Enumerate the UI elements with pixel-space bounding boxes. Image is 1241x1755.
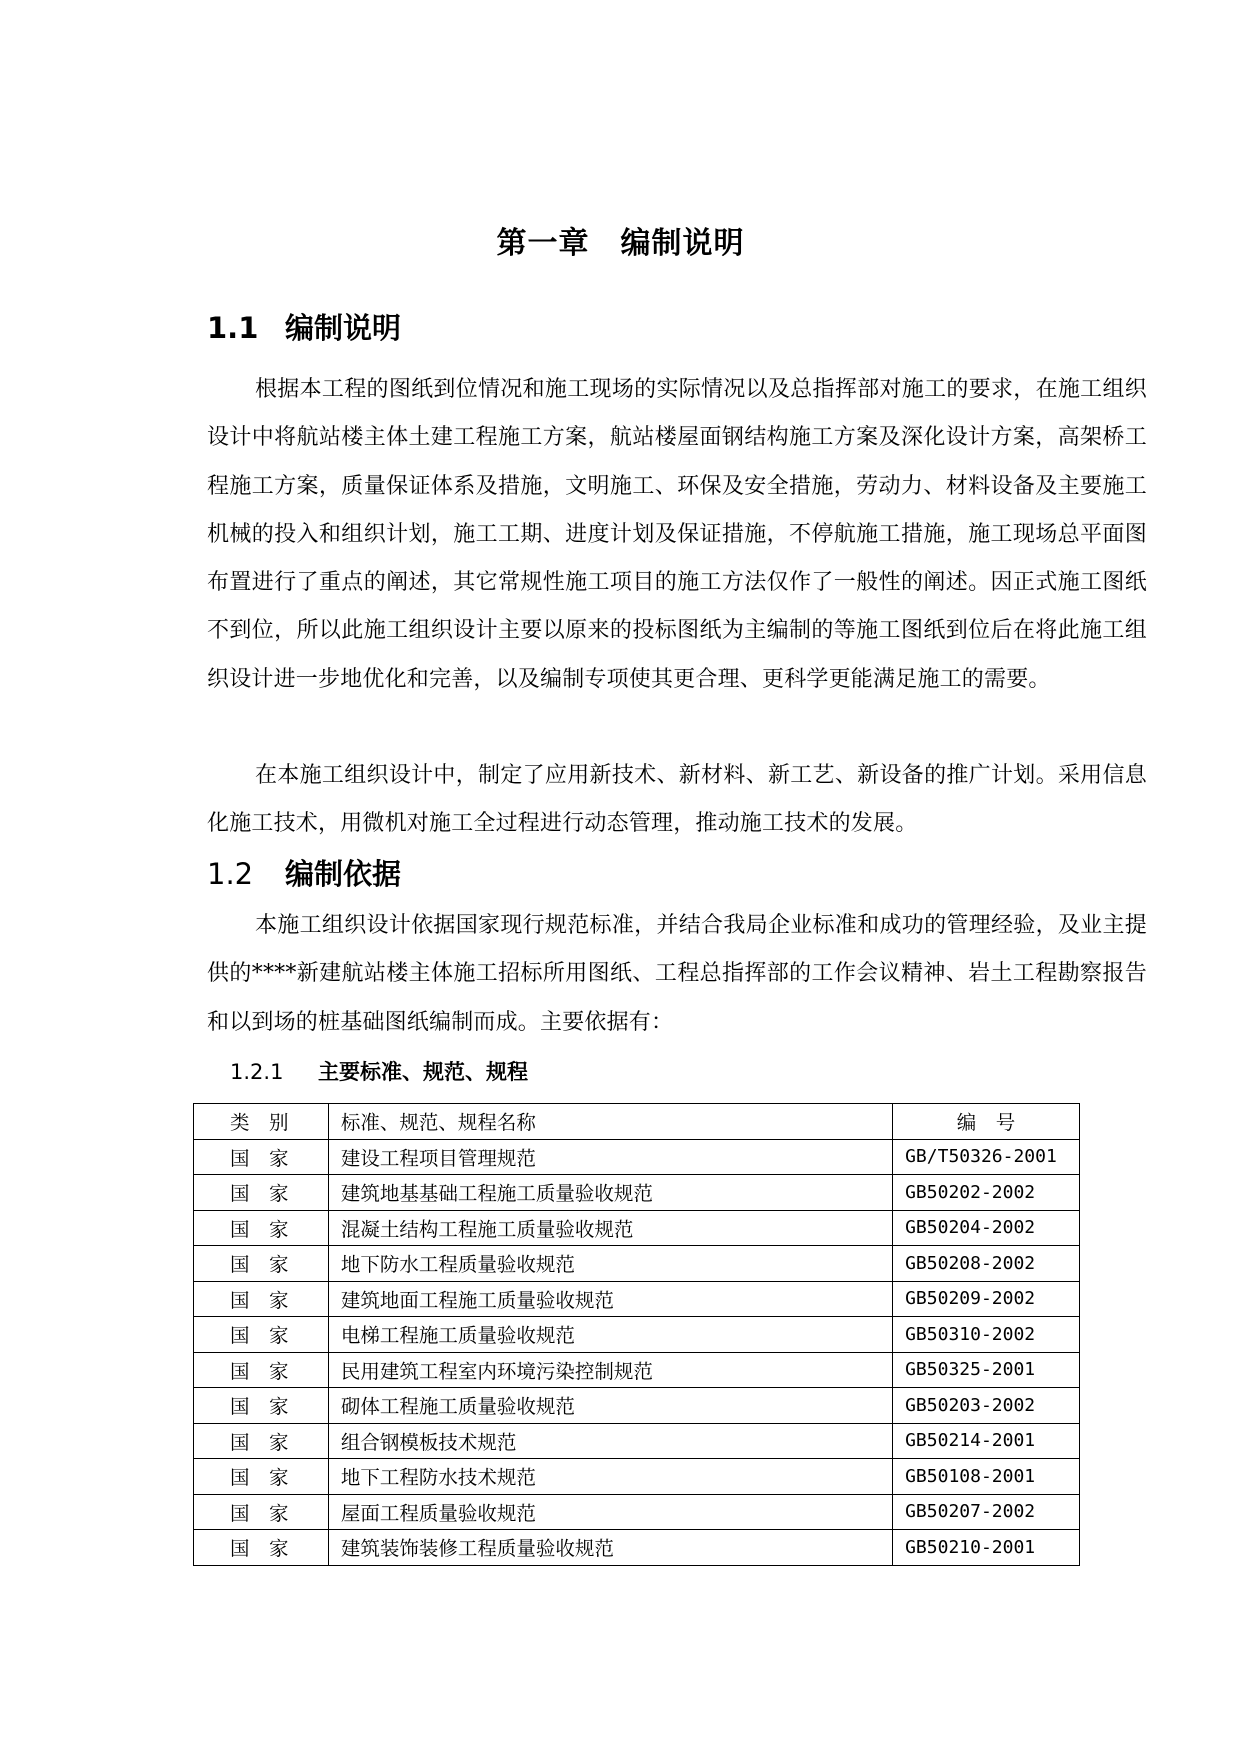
cell-code: GB50325-2001 [893, 1352, 1080, 1388]
cell-name: 砌体工程施工质量验收规范 [328, 1388, 892, 1424]
section-heading-1-2 [207, 852, 401, 893]
cell-code: GB50208-2002 [893, 1246, 1080, 1282]
cell-name: 建筑地面工程施工质量验收规范 [328, 1281, 892, 1317]
header-category: 类 别 [194, 1104, 329, 1140]
cell-code: GB50202-2002 [893, 1175, 1080, 1211]
cell-name: 建筑地基基础工程施工质量验收规范 [328, 1175, 892, 1211]
cell-category: 国 家 [194, 1246, 329, 1282]
table-row [194, 1459, 1080, 1495]
table-row [194, 1175, 1080, 1211]
section-number: 1.2 [207, 857, 254, 891]
cell-name: 建设工程项目管理规范 [328, 1139, 892, 1175]
cell-name: 电梯工程施工质量验收规范 [328, 1317, 892, 1353]
section-title: 编制说明 [285, 311, 402, 345]
table-header-row [194, 1104, 1080, 1140]
table-row [194, 1388, 1080, 1424]
table-row [194, 1423, 1080, 1459]
table-row [194, 1210, 1080, 1246]
cell-code: GB/T50326-2001 [893, 1139, 1080, 1175]
table-row [194, 1494, 1080, 1530]
cell-code: GB50203-2002 [893, 1388, 1080, 1424]
paragraph-1-2: 本施工组织设计依据国家现行规范标准，并结合我局企业标准和成功的管理经验，及业主提供的****新建航站楼主体施工招标所用图纸、工程总指挥部的工作会议精神、岩土工程勘察报告和以到场的桩基础图纸编制而成。主要依据有： [207, 913, 1147, 1035]
table-row [194, 1246, 1080, 1282]
table-row [194, 1139, 1080, 1175]
cell-name: 地下工程防水技术规范 [328, 1459, 892, 1495]
table-row [194, 1317, 1080, 1353]
cell-category: 国 家 [194, 1210, 329, 1246]
cell-code: GB50310-2002 [893, 1317, 1080, 1353]
header-code: 编 号 [893, 1104, 1080, 1140]
cell-category: 国 家 [194, 1175, 329, 1211]
cell-name: 建筑装饰装修工程质量验收规范 [328, 1530, 892, 1566]
cell-name: 组合钢模板技术规范 [328, 1423, 892, 1459]
subsection-number: 1.2.1 [230, 1060, 284, 1084]
cell-code: GB50108-2001 [893, 1459, 1080, 1495]
table-row [194, 1281, 1080, 1317]
section-title: 编制依据 [285, 857, 402, 891]
table-row [194, 1530, 1080, 1566]
cell-code: GB50214-2001 [893, 1423, 1080, 1459]
section-heading-1-1 [207, 306, 401, 347]
section-number: 1.1 [207, 311, 259, 345]
standards-table [193, 1103, 1080, 1566]
cell-code: GB50209-2002 [893, 1281, 1080, 1317]
cell-code: GB50210-2001 [893, 1530, 1080, 1566]
chapter-title: 第一章 编制说明 [496, 226, 745, 261]
cell-code: GB50204-2002 [893, 1210, 1080, 1246]
table-row [194, 1352, 1080, 1388]
header-name: 标准、规范、规程名称 [328, 1104, 892, 1140]
cell-category: 国 家 [194, 1317, 329, 1353]
cell-category: 国 家 [194, 1530, 329, 1566]
cell-name: 民用建筑工程室内环境污染控制规范 [328, 1352, 892, 1388]
cell-code: GB50207-2002 [893, 1494, 1080, 1530]
cell-category: 国 家 [194, 1139, 329, 1175]
cell-name: 屋面工程质量验收规范 [328, 1494, 892, 1530]
cell-category: 国 家 [194, 1423, 329, 1459]
subsection-heading-1-2-1 [230, 1056, 528, 1086]
paragraph-1-1-b: 在本施工组织设计中，制定了应用新技术、新材料、新工艺、新设备的推广计划。采用信息化施工技术，用微机对施工全过程进行动态管理，推动施工技术的发展。 [207, 763, 1147, 837]
cell-category: 国 家 [194, 1388, 329, 1424]
paragraph-1-1-a: 根据本工程的图纸到位情况和施工现场的实际情况以及总指挥部对施工的要求，在施工组织设计中将航站楼主体土建工程施工方案，航站楼屋面钢结构施工方案及深化设计方案，高架桥工程施工方案，质量保证体系及措施，文明施工、环保及安全措施，劳动力、材料设备及主要施工机械的投入和组织计划，施工工期、进度计划及保证措施，不停航施工措施，施工现场总平面图布置进行了重点的阐述，其它常规性施工项目的施工方法仅作了一般性的阐述。因正式施工图纸不到位，所以此施工组织设计主要以原来的投标图纸为主编制的等施工图纸到位后在将此施工组织设计进一步地优化和完善，以及编制专项使其更合理、更科学更能满足施工的需要。 [207, 377, 1147, 692]
cell-category: 国 家 [194, 1459, 329, 1495]
cell-category: 国 家 [194, 1352, 329, 1388]
cell-name: 地下防水工程质量验收规范 [328, 1246, 892, 1282]
cell-category: 国 家 [194, 1281, 329, 1317]
subsection-title: 主要标准、规范、规程 [318, 1060, 528, 1084]
cell-category: 国 家 [194, 1494, 329, 1530]
cell-name: 混凝土结构工程施工质量验收规范 [328, 1210, 892, 1246]
